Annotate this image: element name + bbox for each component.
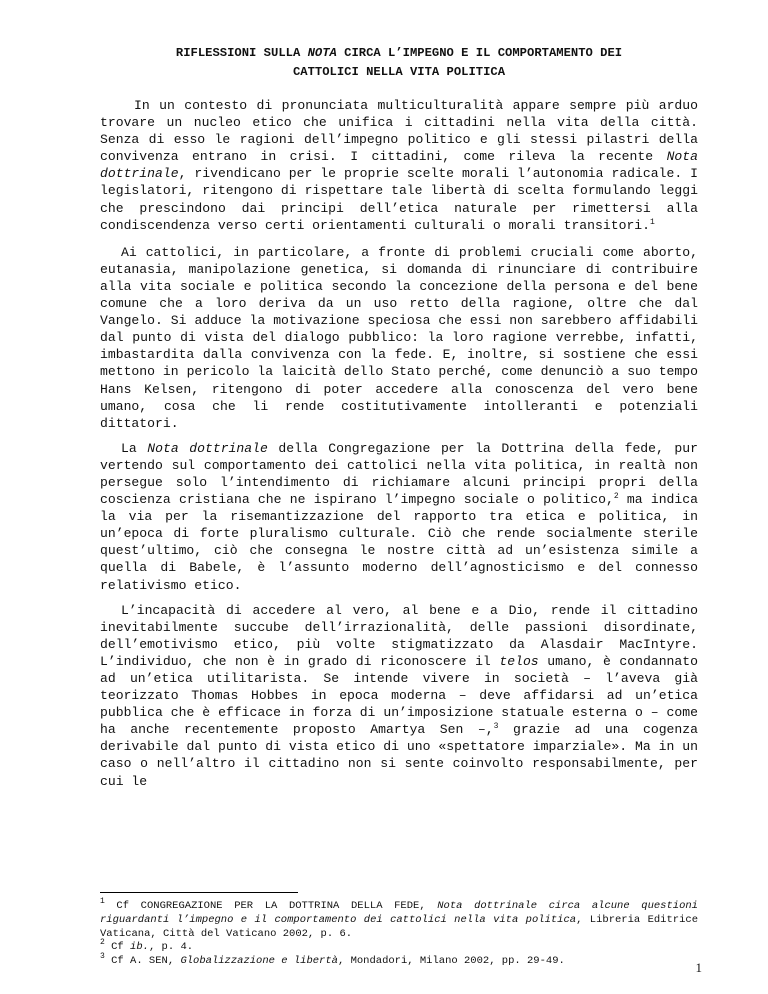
title-line2: CATTOLICI NELLA VITA POLITICA xyxy=(292,65,506,79)
title-line1-italic: NOTA xyxy=(307,46,337,60)
paragraph-4-text-d: grazie ad una cogenza derivabile dal punto di vista etico di uno «spettatore imparziale». Ma in un caso o nell’altro il cittadino non si sente coinvolto responsabilmente, per cui le xyxy=(100,722,698,789)
title-line1-part1: RIFLESSIONI SULLA xyxy=(175,46,308,60)
footnote-2-text-c: , p. 4. xyxy=(148,941,194,954)
paragraph-3-italic: Nota dottrinale xyxy=(147,440,268,456)
paragraph-4-text-c: umano, è condannato ad un’etica utilitarista. Se intende vivere in società – l’aveva già teorizzato Thomas Hobbes in epoca moderna – deve affidarsi ad un’etica pubblica che è efficace in forza di un’imposizione statuale esterna o – come ha anche recentemente proposto Amartya Sen –, xyxy=(100,653,698,738)
paragraph-4 xyxy=(100,602,698,790)
footnote-1-mark: 1 xyxy=(100,897,105,906)
footnote-2 xyxy=(100,938,698,955)
footnote-2-text-a: Cf xyxy=(104,941,131,954)
footnote-1-text-c: , Libreria Editrice Vaticana, Città del Vaticano 2002, p. 6. xyxy=(100,913,698,940)
paragraph-1-text-a: In un contesto di pronunciata multiculturalità appare sempre più arduo trovare un nucleo etico che unifica i cittadini nella vita della città. Senza di esso le ragioni dell’impegno politico e gli stessi pilastri della convivenza entrano in crisi. I cittadini, come rileva la recente xyxy=(100,98,698,165)
paragraph-3-text-c: della Congregazione per la Dottrina della fede, pur vertendo sul comportamento dei cattolici nella vita politica, in realtà non persegue solo l’intendimento di richiamare alcuni principi propri della coscienza cristiana che ne ispirano l’impegno sociale o politico, xyxy=(100,440,698,508)
footnote-1 xyxy=(100,897,698,941)
page-number: 1 xyxy=(695,960,702,975)
footnotes xyxy=(100,897,698,969)
paragraph-4-text-a: L’incapacità di accedere al vero, al bene e a Dio, rende il cittadino inevitabilmente succube dell’irrazionalità, delle passioni disordinate, dell’emotivismo etico, più volte stigmatizzato da Alasdair MacIntyre. L’individuo, che non è in grado di riconoscere il xyxy=(100,602,698,669)
footnote-ref-3[interactable]: 3 xyxy=(493,722,499,732)
footnote-2-italic: ib. xyxy=(130,941,149,954)
footnote-3-text-a: Cf A. SEN, xyxy=(104,955,181,968)
footnote-1-text-a: Cf CONGREGAZIONE PER LA DOTTRINA DELLA FEDE, xyxy=(104,900,438,912)
footnote-1-italic: Nota dottrinale circa alcune questioni riguardanti l’impegno e il comportamento dei cattolici nella vita politica xyxy=(100,900,698,926)
paragraph-1-text-c: , rivendicano per le proprie scelte morali l’autonomia radicale. I legislatori, ritengono di rispettare tale libertà di scelta formulando leggi che prescindono dai principi dell’etica naturale per rimettersi alla condiscendenza verso certi orientamenti culturali o morali transitori. xyxy=(100,166,698,233)
paragraph-1-italic: Nota dottrinale xyxy=(100,149,698,182)
footnote-2-mark: 2 xyxy=(100,938,105,948)
footnote-3-mark: 3 xyxy=(100,952,105,962)
footnote-3-italic: Globalizzazione e libertà xyxy=(180,955,338,968)
paragraph-3 xyxy=(100,440,698,594)
paragraph-1 xyxy=(100,97,698,234)
page-title xyxy=(100,44,698,82)
footnote-3-text-c: , Mondadori, Milano 2002, pp. 29-49. xyxy=(337,955,565,968)
title-line1-part2: CIRCA L’IMPEGNO E IL COMPORTAMENTO DEI xyxy=(336,46,623,60)
footnote-separator xyxy=(100,892,298,893)
paragraph-4-italic: telos xyxy=(499,653,539,669)
paragraph-2: Ai cattolici, in particolare, a fronte di problemi cruciali come aborto, eutanasia, manipolazione genetica, si domanda di rinunciare di contribuire alla vita sociale e politica secondo la concezione della persona e del bene comune che a loro deriva da un uso retto della ragione, oltre che dal Vangelo. Si adduce la motivazione speciosa che essi non sarebbero affidabili dal punto di vista del dialogo pubblico: la loro ragione verrebbe, infatti, imbastardita dalla convivenza con la fede. E, inoltre, si sostiene che essi mettono in pericolo la laicità dello Stato perché, come denunciò a suo tempo Hans Kelsen, ritengono di poter accedere alla conoscenza del vero bene umano, cosa che li rende costitutivamente intolleranti e potenziali dittatori. xyxy=(100,244,698,431)
body-text xyxy=(100,97,698,798)
footnote-ref-2[interactable]: 2 xyxy=(613,492,619,502)
paragraph-3-text-d: ma indica la via per la risemantizzazione del rapporto tra etica e politica, in un’epoca di forte pluralismo culturale. Ciò che rende socialmente sterile quest’ultimo, ciò che consegna le nostre città ad un’esistenza simile a quella di Babele, è l’assunto moderno dell’agnosticismo e del connesso relativismo etico. xyxy=(100,492,698,593)
paragraph-3-text-a: La xyxy=(121,440,148,456)
footnote-3 xyxy=(100,952,698,969)
footnote-ref-1[interactable]: 1 xyxy=(650,217,655,227)
